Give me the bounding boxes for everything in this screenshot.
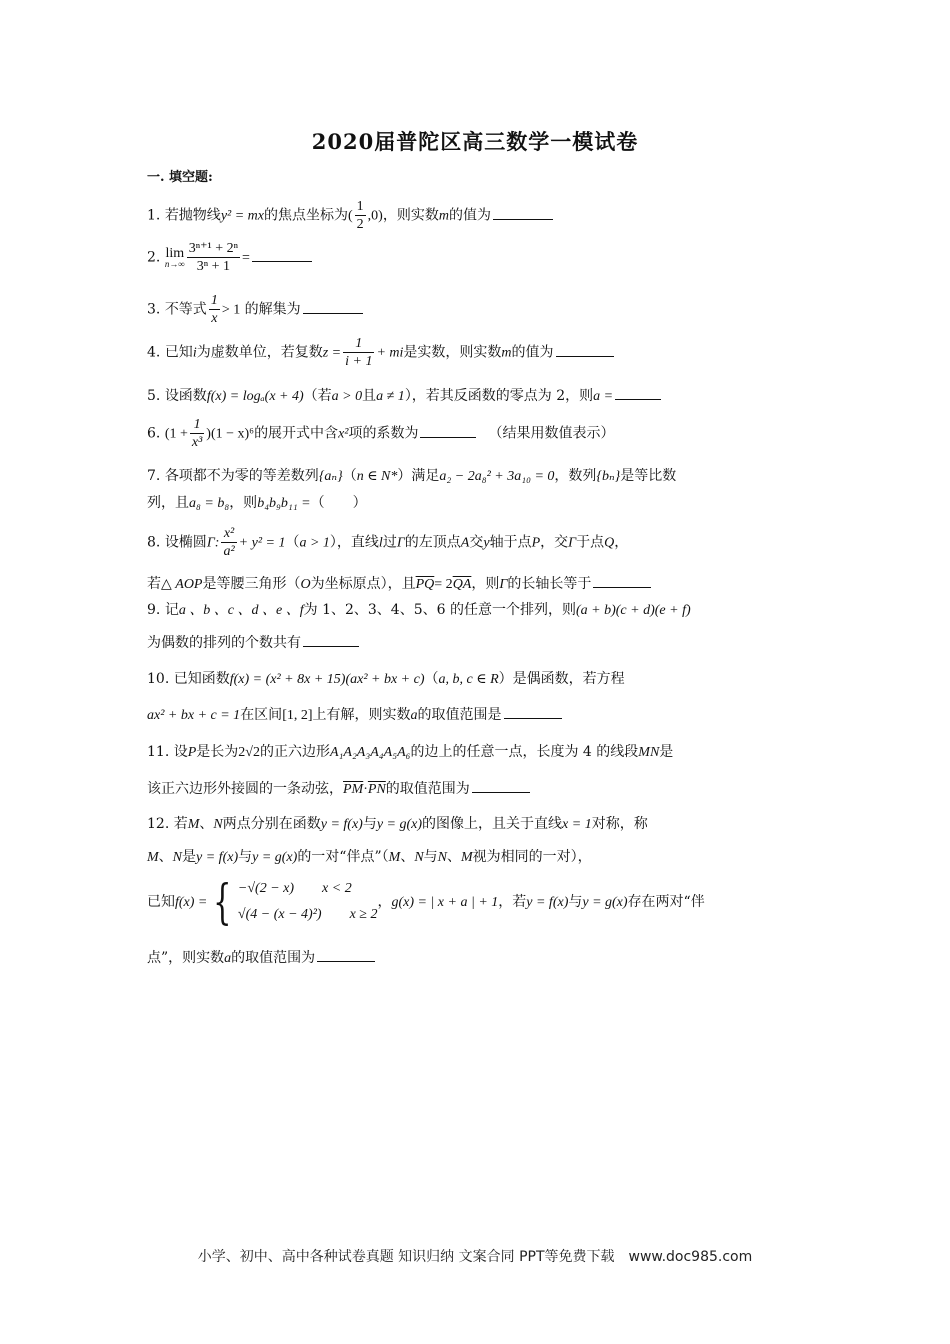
fraction: $\frac{\text{3ⁿ⁺¹ + 2ⁿ}}{\text{3ⁿ + 1}}$ [188, 241, 239, 274]
section-heading: 一. 填空题: [147, 170, 213, 185]
question-10: 10. 已知函数f(x) = (x² + 8x + 15)(ax² + bx + c)（a, b, c ∈ R）是偶函数，若方程 [147, 671, 625, 687]
answer-blank [317, 947, 375, 962]
answer-blank [420, 423, 476, 438]
answer-blank [593, 573, 651, 588]
answer-blank [303, 632, 359, 647]
answer-blank [504, 704, 562, 719]
question-1: 1. 若抛物线y² = mx的焦点坐标为( $\frac{1}{2}$ ,0)，则实数m的值为 [147, 198, 553, 233]
question-10-cont: ax² + bx + c = 1在区间[1, 2]上有解，则实数a的取值范围是 [147, 704, 562, 724]
answer-blank [252, 247, 312, 262]
question-12-cont-1: M、N是y = f(x)与y = g(x)的一对“伴点”（M、N与N、M视为相同的一对）， [147, 849, 592, 865]
question-8: 8. 设椭圆Γ: $\frac{\text{x²}}{\text{a²}}$ + y² = 1（a > 1），直线l过Γ的左顶点A交y轴于点P，交Γ于点Q， [147, 526, 629, 559]
question-12-cont-2: 已知f(x) = { −√(2 − x) x < 2 √(4 − (x − 4)²) x ≥ 2 ，g(x) = | x + a | + 1，若y = f(x)与y = g(x)存在两对“伴 [147, 874, 705, 930]
fraction: $\frac{\text{x²}}{\text{a²}}$ [223, 526, 235, 559]
question-12-cont-3: 点”，则实数a的取值范围为 [147, 947, 375, 967]
question-11: 11. 设P是长为2√2的正六边形A₁A₂A₃A₄A₅A₆的边上的任意一点，长度为 4 的线段MN是 [147, 744, 674, 760]
answer-blank [615, 385, 661, 400]
question-5: 5. 设函数f(x) = logₐ(x + 4)（若a > 0且a ≠ 1），若其反函数的零点为 2，则a = [147, 385, 661, 405]
piecewise-cases: −√(2 − x) x < 2 √(4 − (x − 4)²) x ≥ 2 [237, 881, 378, 922]
answer-blank [303, 299, 363, 314]
fraction: $\frac{1}{i + 1}$ [345, 336, 373, 369]
footer-text: 小学、初中、高中各种试卷真题 知识归纳 文案合同 PPT等免费下载 www.doc985.com [197, 1249, 753, 1265]
question-12: 12. 若M、N两点分别在函数y = f(x)与y = g(x)的图像上，且关于直线x = 1对称，称 [147, 816, 648, 832]
answer-blank [556, 342, 614, 357]
question-6: 6. (1 + $\frac{1}{\text{x³}}$ )(1 − x)⁶的展开式中含x²项的系数为 （结果用数值表示） [147, 417, 615, 450]
page-title: 2020届普陀区高三数学一模试卷 [311, 129, 639, 154]
question-9: 9. 记a 、b 、c 、d 、e 、f为 1、2、3、4、5、6 的任意一个排列，则(a + b)(c + d)(e + f) [147, 602, 691, 618]
fraction: $\frac{1}{x}$ [210, 293, 218, 326]
question-3: 3. 不等式 $\frac{1}{x}$ > 1 的解集为 [147, 292, 363, 327]
question-9-cont: 为偶数的排列的个数共有 [147, 632, 359, 652]
fraction: $\frac{1}{\text{x³}}$ [191, 417, 203, 450]
answer-blank [493, 205, 553, 220]
question-2: 2. lim n→∞ $\frac{\text{3ⁿ⁺¹ + 2ⁿ}}{\text{3ⁿ + 1}}$ = [147, 240, 312, 275]
answer-blank [472, 778, 530, 793]
question-8-cont: 若△ AOP是等腰三角形（O为坐标原点），且$\overline{PQ}= 2\overline{QA}$，则Γ的长轴长等于 [147, 573, 651, 593]
question-11-cont: 该正六边形外接圆的一条动弦，$\overline{PM}\cdot\overline{PN}$的取值范围为 [147, 778, 530, 798]
question-7: 7. 各项都不为零的等差数列{aₙ}（n ∈ N*）满足a₂ − 2a₈² + 3a₁₀ = 0，数列{bₙ}是等比数 [147, 468, 677, 484]
left-brace: { [213, 874, 232, 930]
fraction: $\frac{1}{2}$ [356, 199, 364, 232]
question-7-cont: 列，且a₈ = b₈，则b₄b₉b₁₁ =（ ） [147, 495, 367, 511]
question-4: 4. 已知i为虚数单位，若复数z = $\frac{1}{i + 1}$ + mi是实数，则实数m的值为 [147, 335, 614, 370]
limit: lim n→∞ [164, 246, 185, 269]
